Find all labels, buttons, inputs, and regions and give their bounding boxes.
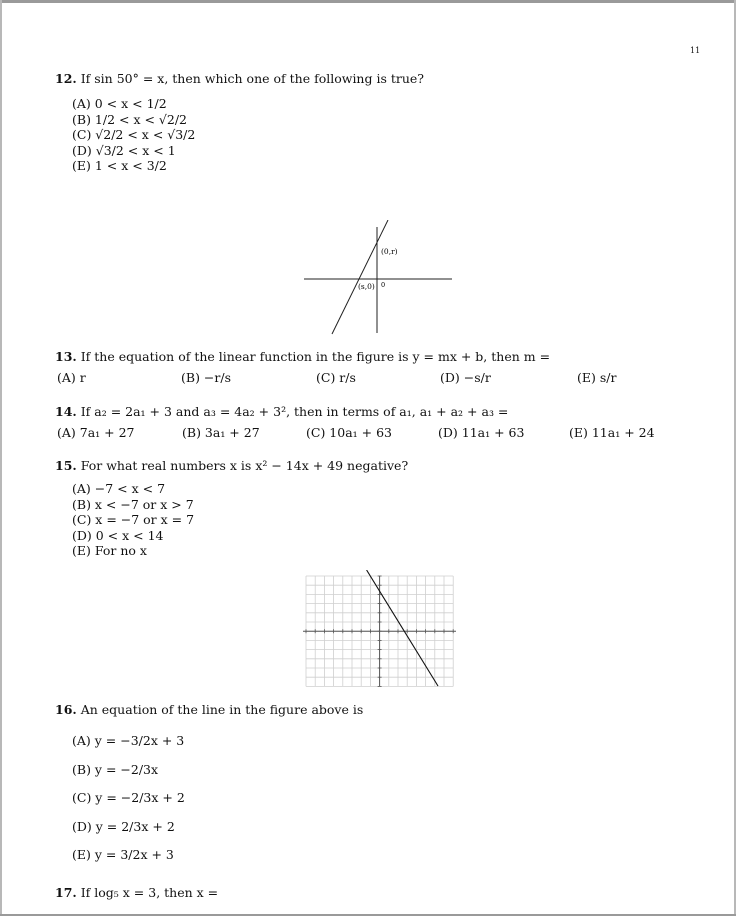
option-b: (B) y = −2/3x <box>72 762 159 777</box>
option-c: (C) 10a₁ + 63 <box>306 425 392 440</box>
question-15-options <box>72 481 194 559</box>
option-d: (D) √3/2 < x < 1 <box>72 142 176 158</box>
question-16 <box>55 702 363 717</box>
option-a: (A) y = −3/2x + 3 <box>72 733 185 748</box>
question-number: 15. <box>55 458 77 473</box>
question-text: An equation of the line in the figure above is <box>80 702 364 717</box>
option-c: (C) √2/2 < x < √3/2 <box>72 127 196 142</box>
question-number: 17. <box>55 885 77 900</box>
label-s-0: (s,0) <box>358 282 375 291</box>
page-left-border <box>0 0 2 916</box>
function-line <box>332 220 388 334</box>
option-a: (A) −7 < x < 7 <box>72 481 166 496</box>
question-15 <box>55 458 408 473</box>
option-e: (E) For no x <box>72 543 147 558</box>
option-d: (D) y = 2/3x + 2 <box>72 819 175 834</box>
question-13 <box>55 349 550 364</box>
question-text: If sin 50° = x, then which one of the following is true? <box>80 71 424 86</box>
page-number: 11 <box>690 46 701 55</box>
option-e: (E) 11a₁ + 24 <box>569 425 655 440</box>
question-14 <box>55 404 508 419</box>
question-number: 14. <box>55 404 77 419</box>
question-text: If a₂ = 2a₁ + 3 and a₃ = 4a₂ + 3², then in terms of a₁, a₁ + a₂ + a₃ = <box>80 404 509 419</box>
option-e: (E) 1 < x < 3/2 <box>72 158 167 173</box>
option-a: (A) 0 < x < 1/2 <box>72 96 167 111</box>
option-b: (B) 1/2 < x < √2/2 <box>72 111 188 127</box>
option-a: (A) 7a₁ + 27 <box>57 425 135 440</box>
question-12 <box>55 71 424 86</box>
question-text: If log₅ x = 3, then x = <box>80 885 219 900</box>
figure-16-grid-graph <box>300 570 456 688</box>
question-12-options <box>72 96 195 174</box>
page-top-border <box>0 0 736 3</box>
label-origin: 0 <box>381 281 386 289</box>
option-c: (C) r/s <box>316 370 356 385</box>
equation-line <box>367 570 438 686</box>
option-c: (C) y = −2/3x + 2 <box>72 790 185 805</box>
question-number: 13. <box>55 349 77 364</box>
option-b: (B) x < −7 or x > 7 <box>72 496 194 512</box>
option-c: (C) x = −7 or x = 7 <box>72 512 195 527</box>
option-d: (D) −s/r <box>440 370 491 385</box>
option-e: (E) s/r <box>577 370 617 385</box>
figure-13-line-graph <box>300 220 456 336</box>
option-b: (B) −r/s <box>181 370 231 385</box>
option-e: (E) y = 3/2x + 3 <box>72 847 174 862</box>
label-0-r: (0,r) <box>381 247 398 256</box>
question-number: 12. <box>55 71 77 86</box>
question-text: If the equation of the linear function in the figure is y = mx + b, then m = <box>80 349 551 364</box>
question-number: 16. <box>55 702 77 717</box>
question-17 <box>55 885 218 900</box>
option-b: (B) 3a₁ + 27 <box>182 425 260 440</box>
option-d: (D) 0 < x < 14 <box>72 527 164 543</box>
option-d: (D) 11a₁ + 63 <box>438 425 525 440</box>
option-a: (A) r <box>57 370 86 385</box>
question-text: For what real numbers x is x² − 14x + 49 negative? <box>80 458 409 473</box>
